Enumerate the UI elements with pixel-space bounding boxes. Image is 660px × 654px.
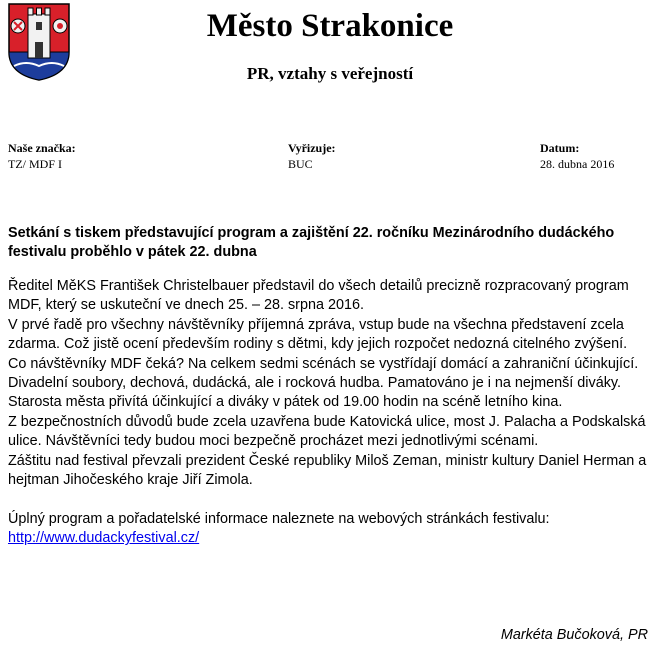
body-paragraph: Co návštěvníky MDF čeká? Na celkem sedmi scénách se vystřídají domácí a zahraniční účinkující. Divadelní soubory, dechová, dudácká, ale i rocková hudba. Pamatováno je i na nejmenší diváky. <box>8 355 639 392</box>
handled-by-block <box>288 140 336 172</box>
reference-block <box>8 140 76 172</box>
festival-link[interactable]: http://www.dudackyfestival.cz/ <box>8 530 200 547</box>
date-value: 28. dubna 2016 <box>540 157 615 171</box>
handled-by-label: Vyřizuje: <box>288 141 336 155</box>
reference-value: TZ/ MDF I <box>8 157 62 171</box>
city-name: Město Strakonice <box>206 8 454 44</box>
body-paragraph: Z bezpečnostních důvodů bude zcela uzavřena bude Katovická ulice, most J. Palacha a Podskalská ulice. Návštěvníci tedy budou moci bezpečně procházet mezi jednotlivými scénami. <box>8 413 646 450</box>
body-paragraph: Ředitel MěKS František Christelbauer představil do všech detailů precizně rozpracovaný program MDF, který se uskuteční ve dnech 25. – 28. srpna 2016. <box>8 278 629 314</box>
article-body <box>8 277 658 549</box>
department-name: PR, vztahy s veřejností <box>246 64 414 83</box>
body-paragraph: Starosta města přivítá účinkující a diváky v pátek od 19.00 hodin na scéně letního kina. <box>8 394 563 411</box>
body-paragraph: V prvé řadě pro všechny návštěvníky příjemná zpráva, vstup bude na všechna představení zcela zdarma. Což jistě ocení především rodiny s dětmi, kdy jejich rozpočet nedozná citelného zvýšení. <box>8 316 628 353</box>
date-label: Datum: <box>540 141 580 155</box>
signature: Markéta Bučoková, PR <box>500 627 648 643</box>
info-text: Úplný program a pořadatelské informace naleznete na webových stránkách festivalu: <box>8 510 550 527</box>
body-paragraph: Záštitu nad festival převzali prezident České republiky Miloš Zeman, ministr kultury Daniel Herman a hejtman Jihočeského kraje Jiří Zimola. <box>8 452 647 489</box>
handled-by-value: BUC <box>288 157 313 171</box>
article-title: Setkání s tiskem představující program a zajištění 22. ročníku Mezinárodního dudáckého festivalu proběhlo v pátek 22. dubna <box>8 225 615 260</box>
date-block <box>540 140 614 172</box>
reference-label: Naše značka: <box>8 141 76 155</box>
